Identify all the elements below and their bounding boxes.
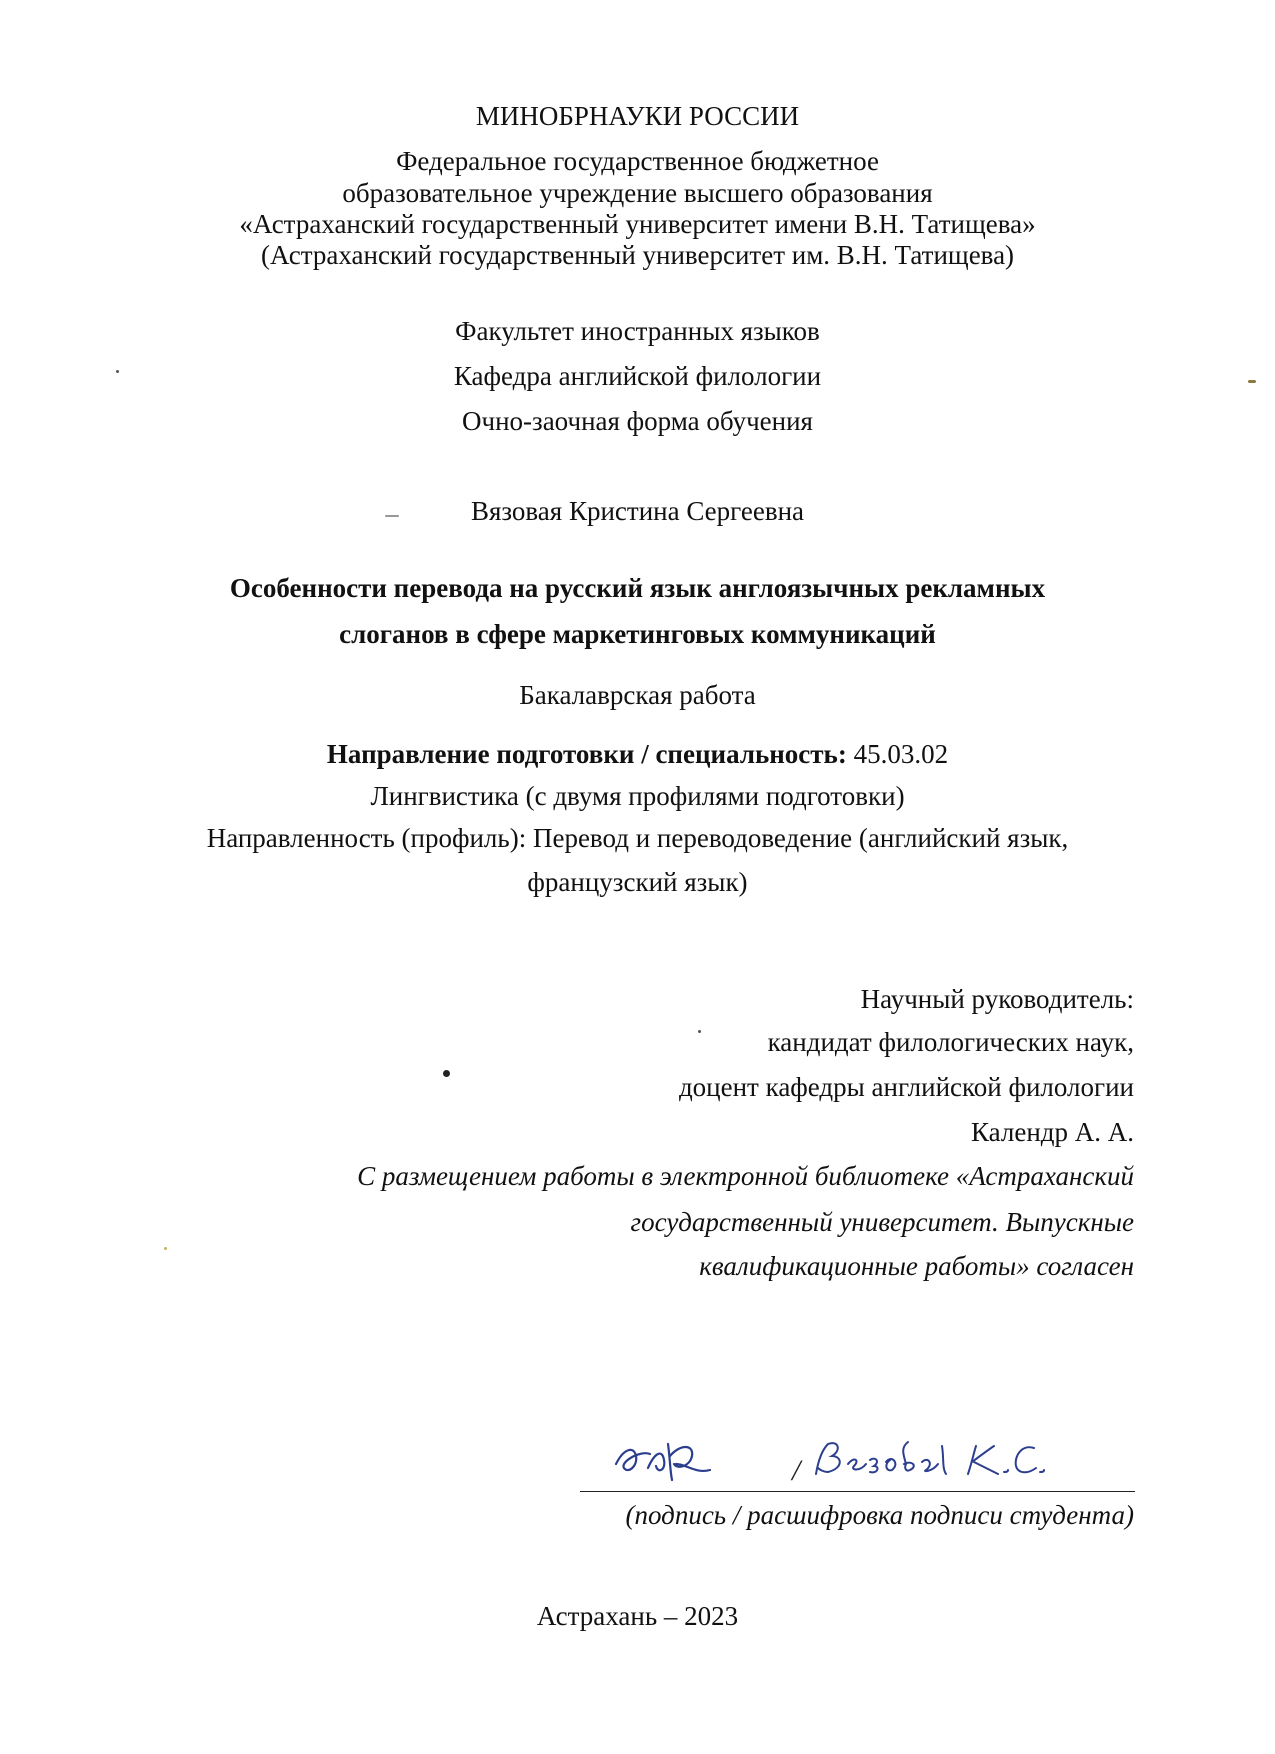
scan-speck [1248, 380, 1256, 383]
consent-line-1: С размещением работы в электронной библиотеке «Астраханский [357, 1161, 1134, 1191]
direction-label: Направление подготовки / специальность: [326, 739, 847, 769]
signature-icon [610, 1434, 720, 1486]
direction-name: Лингвистика (с двумя профилями подготовки) [370, 781, 905, 811]
handwritten-name-icon [808, 1434, 1048, 1486]
consent-line-2: государственный университет. Выпускные [630, 1207, 1134, 1237]
signature-underline [580, 1491, 1135, 1492]
ministry-name: МИНОБРНАУКИ РОССИИ [475, 101, 800, 131]
profile-line-1: Направленность (профиль): Перевод и переводоведение (английский язык, [206, 823, 1069, 853]
institution-line-1: Федеральное государственное бюджетное [396, 146, 879, 176]
scan-speck [116, 370, 119, 373]
direction-code: 45.03.02 [846, 739, 949, 769]
author-name: Вязовая Кристина Сергеевна [470, 496, 805, 526]
supervisor-position: доцент кафедры английской филологии [678, 1072, 1134, 1102]
city-year: Астрахань – 2023 [536, 1601, 739, 1631]
scan-speck [164, 1247, 167, 1250]
direction-line [0, 738, 1275, 770]
supervisor-degree: кандидат филологических наук, [767, 1027, 1134, 1057]
institution-line-2: образовательное учреждение высшего образования [342, 178, 933, 208]
chair-name: Кафедра английской филологии [453, 361, 822, 391]
signature-separator: / [792, 1454, 801, 1487]
profile-line-2: французский язык) [527, 867, 748, 897]
thesis-title-line-1: Особенности перевода на русский язык англоязычных рекламных [229, 573, 1046, 603]
consent-line-3: квалификационные работы» согласен [699, 1251, 1134, 1281]
supervisor-label: Научный руководитель: [860, 984, 1134, 1014]
scan-speck [443, 1070, 450, 1077]
scan-speck [698, 1030, 701, 1033]
institution-line-3: «Астраханский государственный университет имени В.Н. Татищева» [239, 209, 1036, 239]
scan-speck [385, 515, 399, 517]
institution-line-4: (Астраханский государственный университет им. В.Н. Татищева) [260, 240, 1015, 270]
thesis-type: Бакалаврская работа [519, 680, 756, 710]
signature-row [580, 1438, 1135, 1496]
supervisor-name: Календр А. А. [970, 1117, 1134, 1147]
faculty-name: Факультет иностранных языков [455, 316, 820, 346]
signature-caption: (подпись / расшифровка подписи студента) [625, 1500, 1134, 1530]
study-form: Очно-заочная форма обучения [462, 406, 813, 436]
thesis-title-line-2: слоганов в сфере маркетинговых коммуникаций [339, 619, 936, 649]
